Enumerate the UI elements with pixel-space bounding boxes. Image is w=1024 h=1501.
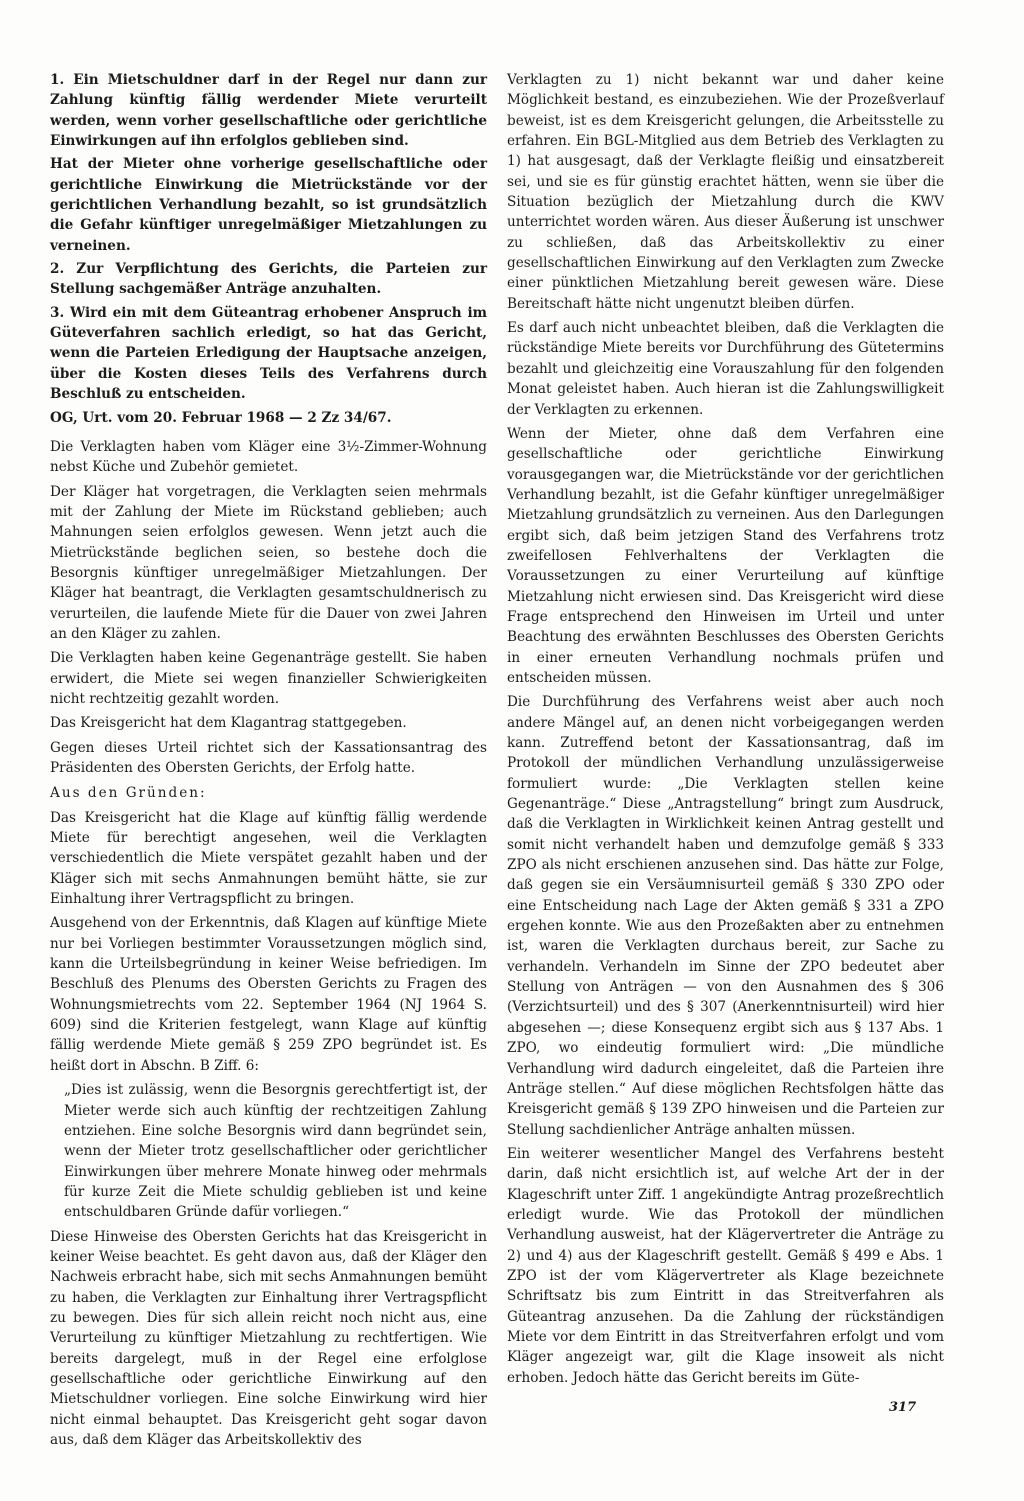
paragraph: Es darf auch nicht unbeachtet bleiben, daß die Verklagten die rückständige Miete bereits vor Durchführung des Gütetermins bezahlt und gleichzeitig eine Vorauszahlung für den folgenden Monat geleistet haben. Auch hieran ist die Zahlungswilligkeit der Verklagten zu erkennen. bbox=[507, 320, 944, 418]
left-column bbox=[50, 70, 487, 1454]
paragraph: Diese Hinweise des Obersten Gerichts hat das Kreisgericht in keiner Weise beachtet. Es geht davon aus, daß der Kläger den Nachweis erbracht habe, sich mit sechs Anmahnungen bemüht zu haben, die Verklagten zur Einhaltung ihrer Vertragspflicht zu bewegen. Dies für sich allein reicht noch nicht aus, eine Verurteilung zu künftiger Mietzahlung zu rechtfertigen. Wie bereits dargelegt, muß in der Regel eine erfolglose gesellschaftliche oder gerichtliche Einwirkung auf den Mietschuldner vorliegen. Eine solche Einwirkung wird hier nicht einmal behauptet. Das Kreisgericht geht sogar davon aus, daß dem Kläger das Arbeitskollektiv des bbox=[50, 1228, 487, 1448]
paragraph: Wenn der Mieter, ohne daß dem Verfahren eine gesellschaftliche oder gerichtliche Einwirkung vorausgegangen war, die Mietrückstände vor der gerichtlichen Verhandlung bezahlt, ist die Gefahr künftiger unregelmäßiger Mietzahlung grundsätzlich zu verneinen. Aus den Darlegungen ergibt sich, daß beim jetzigen Stand des Verfahrens trotz zweifellosen Fehlverhaltens der Verklagten die Voraussetzungen zu einer Verurteilung auf künftige Mietzahlung nicht erwiesen sind. Das Kreisgericht wird diese Frage entsprechend den Hinweisen im Urteil und unter Beachtung des erwähnten Beschlusses des Obersten Gerichts in einer erneuten Verhandlung nochmals prüfen und entscheiden müssen. bbox=[507, 425, 944, 686]
headnote-point-2: 2. Zur Verpflichtung des Gerichts, die Parteien zur Stellung sachgemäßer Anträge anzuhalten. bbox=[50, 261, 487, 298]
headnote-point-1: 1. Ein Mietschuldner darf in der Regel nur dann zur Zahlung künftig fällig werdender Miete verurteilt werden, wenn vorher gesellschaftliche oder gerichtliche Einwirkungen auf ihn erfolglos geblieben sind. bbox=[50, 72, 487, 150]
paragraph: Ausgehend von der Erkenntnis, daß Klagen auf künftige Miete nur bei Vorliegen bestimmter Voraussetzungen möglich sind, kann die Urteilsbegründung in keiner Weise befriedigen. Im Beschluß des Plenums des Obersten Gerichts zu Fragen des Wohnungsmietrechts vom 22. September 1964 (NJ 1964 S. 609) sind die Kriterien festgelegt, wann Klage auf künftig fällig werdende Miete gemäß § 259 ZPO begründet ist. Es heißt dort in Abschn. B Ziff. 6: bbox=[50, 915, 487, 1074]
block-quote: „Dies ist zulässig, wenn die Besorgnis gerechtfertigt ist, der Mieter werde sich auch künftig der rechtzeitigen Zahlung entziehen. Eine solche Besorgnis wird dann begründet sein, wenn der Mieter trotz gesellschaftlicher oder gerichtlicher Einwirkungen über mehrere Monate hinweg oder mehrmals für kurze Zeit die Miete schuldig geblieben ist und keine entschuldbaren Gründe dafür vorliegen.“ bbox=[64, 1082, 487, 1221]
headnote-point-3: 3. Wird ein mit dem Güteantrag erhobener Anspruch im Güteverfahren sachlich erledigt, so hat das Gericht, wenn die Parteien Erledigung der Hauptsache anzeigen, über die Kosten dieses Teils des Verfahrens durch Beschluß zu entscheiden. bbox=[50, 304, 487, 403]
headnote-point-1-continued: Hat der Mieter ohne vorherige gesellschaftliche oder gerichtliche Einwirkung die Mietrückstände vor der gerichtlichen Verhandlung bezahlt, so ist grundsätzlich die Gefahr künftiger unregelmäßiger Mietzahlungen zu verneinen. bbox=[50, 156, 487, 254]
page-number: 317 bbox=[889, 1400, 917, 1415]
paragraph: Ein weiterer wesentlicher Mangel des Verfahrens besteht darin, daß nicht ersichtlich ist, auf welche Art der in der Klageschrift unter Ziff. 1 angekündigte Antrag prozeßrechtlich erledigt wurde. Wie das Protokoll der mündlichen Verhandlung ausweist, hat der Klägervertreter die Anträge zu 2) und 4) aus der Klageschrift gestellt. Gemäß § 499 e Abs. 1 ZPO ist der vom Klägervertreter als Klage bezeichnete Schriftsatz bis zum Eintritt in das Streitverfahren als Güteantrag anzusehen. Da die Zahlung der rückständigen Miete vor dem Eintritt in das Streitverfahren erfolgt und vom Kläger angezeigt war, gilt die Klage insoweit als nicht erhoben. Jedoch hätte das Gericht bereits im Güte- bbox=[507, 1145, 944, 1386]
paragraph: Das Kreisgericht hat dem Klagantrag stattgegeben. bbox=[50, 715, 407, 732]
right-column bbox=[507, 70, 944, 1392]
paragraph: Gegen dieses Urteil richtet sich der Kassationsantrag des Präsidenten des Obersten Gerichts, der Erfolg hatte. bbox=[50, 739, 487, 776]
paragraph: Das Kreisgericht hat die Klage auf künftig fällig werdende Miete für berechtigt angesehen, weil die Verklagten verschiedentlich die Miete verspätet gezahlt haben und der Kläger sich mit sechs Anmahnungen bemüht hätte, sie zur Einhaltung ihrer Vertragspflicht zu bringen. bbox=[50, 809, 487, 908]
court-reference: OG, Urt. vom 20. Februar 1968 — 2 Zz 34/67. bbox=[50, 409, 392, 426]
paragraph: Der Kläger hat vorgetragen, die Verklagten seien mehrmals mit der Zahlung der Miete im Rückstand geblieben; auch Mahnungen seien erfolglos gewesen. Wenn jetzt auch die Mietrückstände beglichen seien, so bestehe doch die Besorgnis künftiger unregelmäßiger Mietzahlungen. Der Kläger hat beantragt, die Verklagten gesamtschuldnerisch zu verurteilen, die laufende Miete für die Dauer von zwei Jahren an den Kläger zu zahlen. bbox=[50, 483, 487, 642]
paragraph: Die Verklagten haben vom Kläger eine 3½-Zimmer-Wohnung nebst Küche und Zubehör gemietet. bbox=[50, 438, 487, 476]
paragraph: Die Verklagten haben keine Gegenanträge gestellt. Sie haben erwidert, die Miete sei wegen finanzieller Schwierigkeiten nicht rechtzeitig gezahlt worden. bbox=[50, 650, 487, 707]
paragraph: Verklagten zu 1) nicht bekannt war und daher keine Möglichkeit bestand, es einzubeziehen. Wie der Prozeßverlauf beweist, ist es dem Kreisgericht gelungen, die Arbeitsstelle zu erfahren. Ein BGL-Mitglied aus dem Betrieb des Verklagten zu 1) hat ausgesagt, daß der Verklagte fleißig und einsatzbereit sei, und sie es für günstig erachtet hätten, wenn sie über die Situation bezüglich der Mietzahlung durch die KWV unterrichtet worden wären. Aus dieser Äußerung ist unschwer zu schließen, daß das Arbeitskollektiv zu einer gesellschaftlichen Einwirkung auf den Verklagten zum Zwecke einer pünktlichen Mietzahlung bereit gewesen wäre. Diese Bereitschaft hätte nicht ungenutzt bleiben dürfen. bbox=[507, 72, 944, 312]
section-heading: Aus den Gründen: bbox=[50, 785, 207, 802]
paragraph: Die Durchführung des Verfahrens weist aber auch noch andere Mängel auf, an denen nicht vorbeigegangen werden kann. Zutreffend betont der Kassationsantrag, daß im Protokoll der mündlichen Verhandlung unzulässigerweise formuliert wurde: „Die Verklagten stellen keine Gegenanträge.“ Diese „Antragstellung“ bringt zum Ausdruck, daß die Verklagten in Wirklichkeit keinen Antrag gestellt und somit nicht verhandelt haben und demzufolge gemäß § 333 ZPO als nicht erschienen anzusehen sind. Das hätte zur Folge, daß gegen sie ein Versäumnisurteil gemäß § 330 ZPO oder eine Entscheidung nach Lage der Akten gemäß § 331 a ZPO ergehen konnte. Wie aus den Prozeßakten aber zu entnehmen ist, waren die Verklagten durchaus bereit, zur Sache zu verhandeln. Verhandeln im Sinne der ZPO bedeutet aber Stellung von Anträgen — von den Ausnahmen des § 306 (Verzichtsurteil) und des § 307 (Anerkenntnisurteil) wird hier abgesehen —; diese Konsequenz ergibt sich aus § 137 Abs. 1 ZPO, wo eindeutig formuliert wird: „Die mündliche Verhandlung wird dadurch eingeleitet, daß die Parteien ihre Anträge stellen.“ Auf diese möglichen Rechtsfolgen hätte das Kreisgericht gemäß § 139 ZPO hinweisen und die Parteien zur Stellung sachdienlicher Anträge anhalten müssen. bbox=[507, 694, 944, 1138]
